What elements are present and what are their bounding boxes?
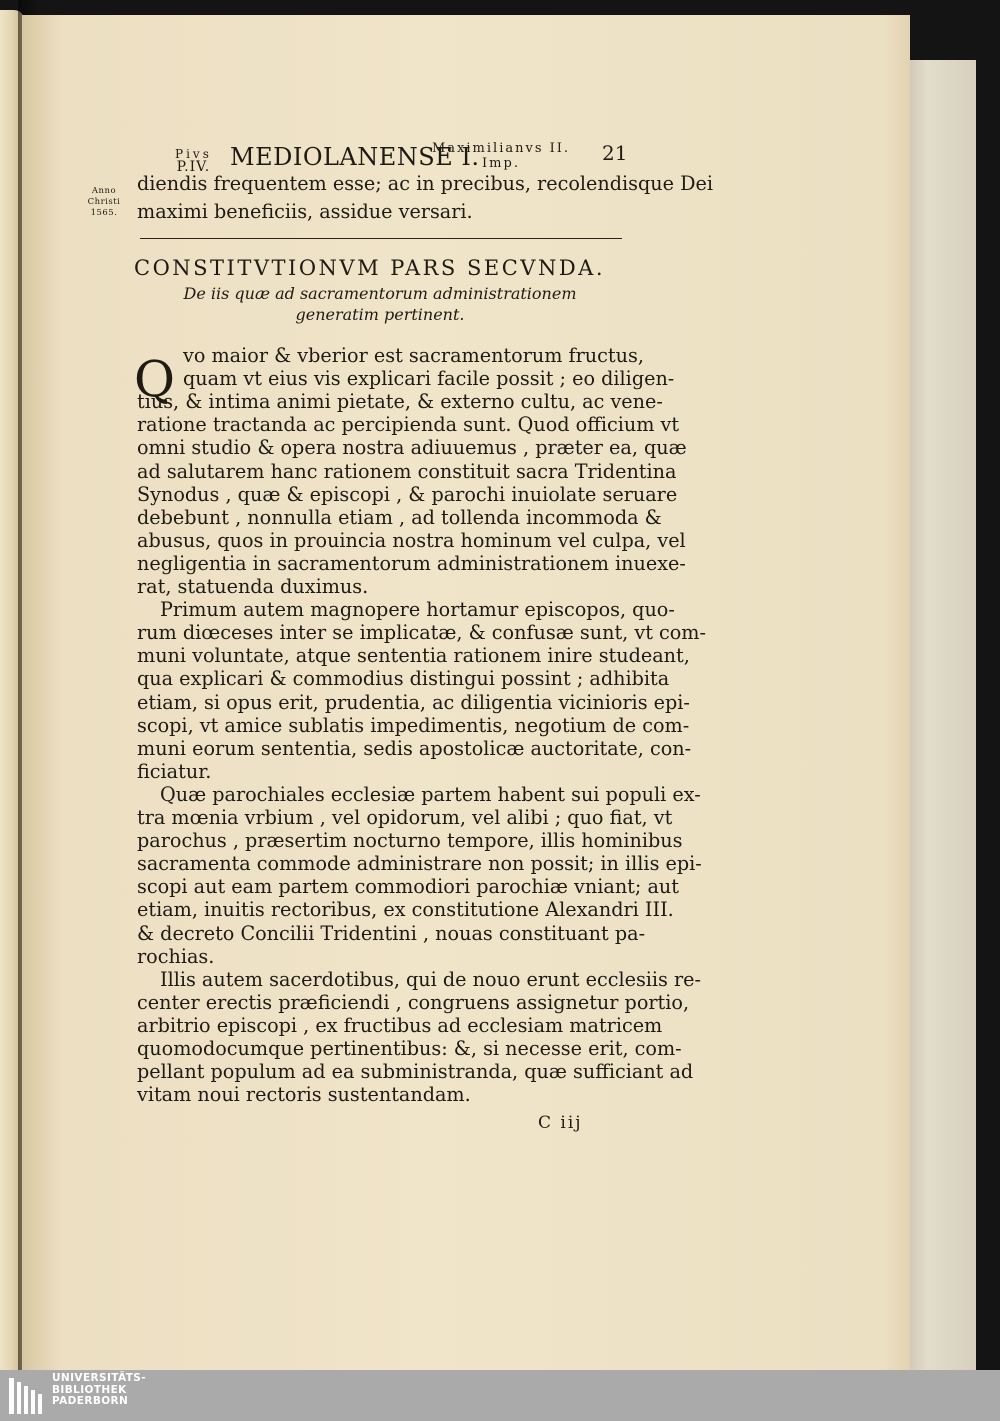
- drop-cap: Q: [134, 350, 175, 408]
- text-line: & decreto Concilii Tridentini , nouas constituant pa-: [137, 921, 646, 945]
- text-line: quam vt eius vis explicari facile possit ; eo diligen-: [183, 367, 675, 391]
- text-line: arbitrio episcopi , ex fructibus ad ecclesiam matricem: [137, 1013, 663, 1037]
- margin-note-line: Anno: [91, 186, 117, 196]
- text-line: etiam, inuitis rectoribus, ex constitutione Alexandri III.: [137, 898, 674, 922]
- text-line: debebunt , nonnulla etiam , ad tollenda incommoda &: [137, 505, 662, 529]
- running-head-title: MEDIOLANENSE I.: [230, 143, 480, 171]
- text-line: negligentia in sacramentorum administrationem inuexe-: [137, 551, 686, 575]
- text-line: pellant populum ad ea subministranda, quæ sufficiant ad: [137, 1060, 694, 1084]
- text-line: Illis autem sacerdotibus, qui de nouo erunt ecclesiis re-: [160, 967, 702, 991]
- text-line: ficiatur.: [137, 759, 212, 783]
- running-head-pius: [175, 148, 212, 174]
- logo-line: UNIVERSITÄTS-: [52, 1372, 147, 1384]
- text-line: parochus , præsertim nocturno tempore, illis hominibus: [137, 829, 683, 853]
- section-title: CONSTITVTIONVM PARS SECVNDA.: [134, 256, 605, 280]
- subtitle-line: generatim pertinent.: [295, 305, 465, 324]
- text-line: Quæ parochiales ecclesiæ partem habent sui populi ex-: [160, 782, 701, 806]
- text-line: rat, statuenda duximus.: [137, 575, 369, 598]
- running-head-max-line2: Imp.: [482, 156, 520, 171]
- text-line: vitam noui rectoris sustentandam.: [137, 1083, 471, 1107]
- text-line: scopi aut eam partem commodiori parochiæ vniant; aut: [137, 875, 679, 899]
- text-line: muni voluntate, atque sententia rationem inire studeant,: [137, 644, 690, 668]
- page-number: 21: [602, 141, 628, 165]
- horizontal-rule: [140, 238, 622, 239]
- text-line: center erectis præficiendi , congruens assignetur portio,: [137, 990, 690, 1014]
- margin-note-line: Christi: [87, 197, 121, 207]
- margin-note: [80, 186, 128, 219]
- text-line: abusus, quos in prouincia nostra hominum vel culpa, vel: [137, 528, 686, 552]
- running-head-maximilianus: [432, 141, 570, 171]
- running-head-max-line1: Maximilianvs II.: [432, 141, 571, 156]
- text-line: omni studio & opera nostra adiuuemus , præter ea, quæ: [137, 436, 687, 460]
- book-cover-edge: [905, 60, 976, 1370]
- margin-note-line: 1565.: [90, 208, 118, 218]
- text-line: Primum autem magnopere hortamur episcopos, quo-: [160, 598, 675, 622]
- text-line: quomodocumque pertinentibus: &, si necesse erit, com-: [137, 1037, 682, 1060]
- text-line: maximi beneficiis, assidue versari.: [137, 200, 473, 223]
- text-line: scopi, vt amice sublatis impedimentis, negotium de com-: [137, 713, 690, 737]
- text-line: sacramenta commode administrare non possit; in illis epi-: [137, 852, 702, 876]
- footer-bar: [0, 1370, 1000, 1421]
- text-line: ad salutarem hanc rationem constituit sacra Tridentina: [137, 459, 677, 483]
- text-line: ratione tractanda ac percipienda sunt. Quod officium vt: [137, 413, 680, 437]
- signature-mark: C iij: [538, 1113, 583, 1133]
- text-line: muni eorum sententia, sedis apostolicæ auctoritate, con-: [137, 736, 692, 760]
- text-line: rum diœceses inter se implicatæ, & confusæ sunt, vt com-: [137, 621, 706, 645]
- text-line: vo maior & vberior est sacramentorum fructus,: [183, 344, 644, 367]
- logo-line: PADERBORN: [52, 1395, 129, 1407]
- text-line: diendis frequentem esse; ac in precibus, recolendisque Dei: [137, 172, 713, 195]
- subtitle-line: De iis quæ ad sacramentorum administrationem: [183, 284, 577, 303]
- text-line: qua explicari & commodius distingui possint ; adhibita: [137, 667, 670, 691]
- running-head-pius-line1: Pivs: [175, 147, 212, 161]
- running-head-pius-line2: P.IV.: [176, 159, 211, 175]
- text-line: rochias.: [137, 944, 215, 968]
- text-line: tra mœnia vrbium , vel opidorum, vel alibi ; quo fiat, vt: [137, 806, 673, 829]
- logo-line: BIBLIOTHEK: [52, 1383, 127, 1396]
- text-line: etiam, si opus erit, prudentia, ac diligentia vicinioris epi-: [137, 690, 690, 714]
- text-line: tius, & intima animi pietate, & externo cultu, ac vene-: [137, 390, 663, 414]
- library-logo-icon: [8, 1376, 46, 1416]
- library-logo-text: [52, 1373, 146, 1408]
- text-line: Synodus , quæ & episcopi , & parochi inuiolate seruare: [137, 482, 678, 506]
